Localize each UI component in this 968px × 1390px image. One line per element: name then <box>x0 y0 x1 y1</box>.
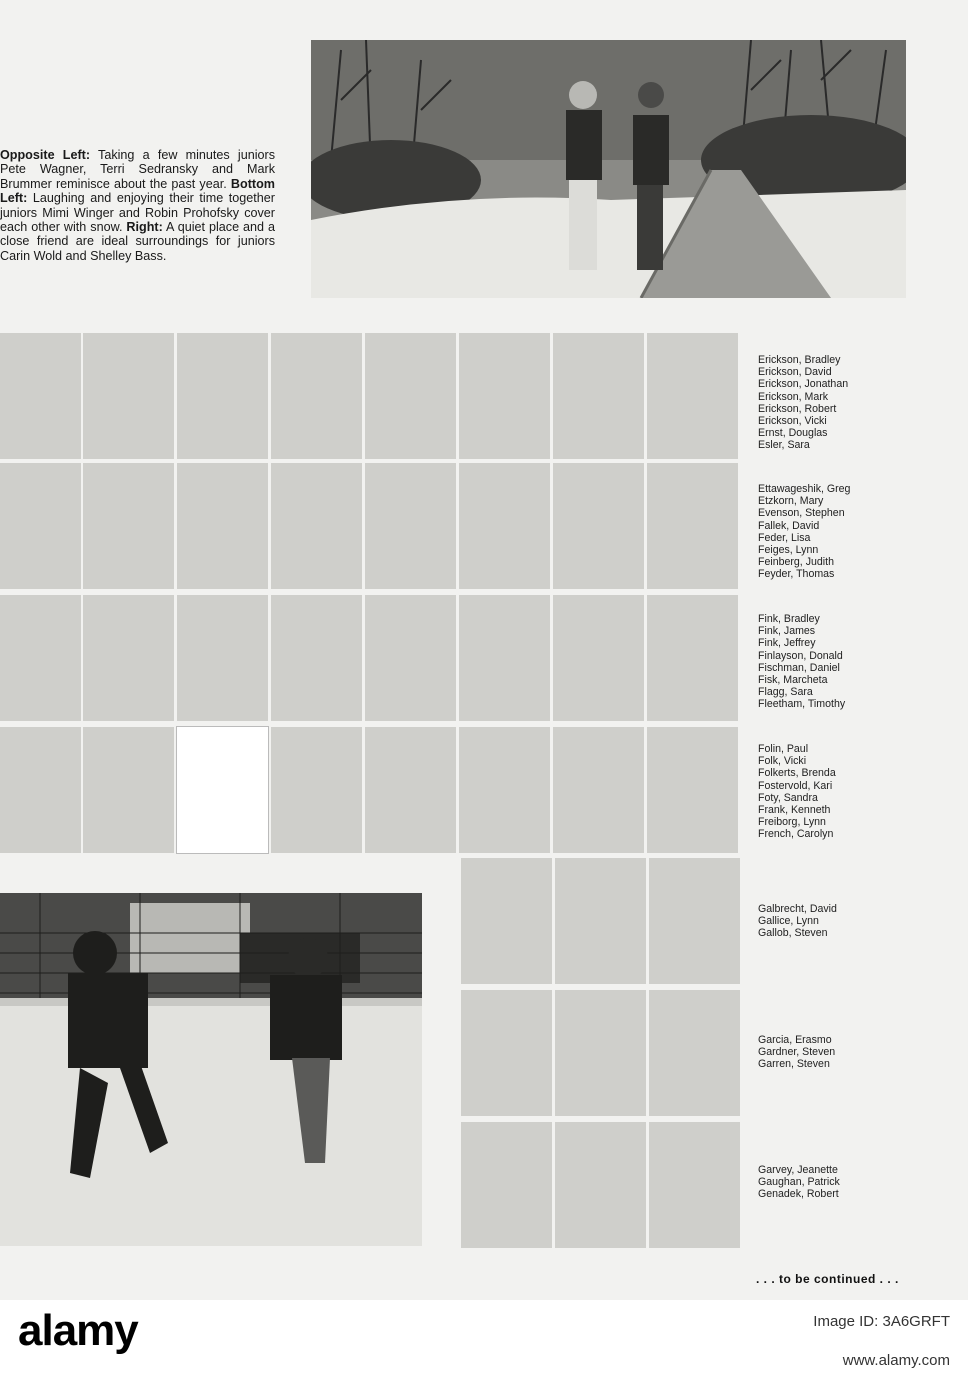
student-name: Fink, Bradley <box>758 613 820 625</box>
watermark-url: www.alamy.com <box>842 1352 950 1369</box>
student-name: Erickson, Jonathan <box>758 378 849 391</box>
student-name: Garvey, Jeanette <box>758 1164 838 1176</box>
student-name: Evenson, Stephen <box>758 507 845 520</box>
student-name: Feinberg, Judith <box>758 556 834 569</box>
name-list-row-7 <box>758 1164 840 1201</box>
student-name: French, Carolyn <box>758 828 834 841</box>
portrait <box>0 727 81 853</box>
student-name: Garcia, Erasmo <box>758 1034 832 1046</box>
student-name: Garren, Steven <box>758 1058 830 1071</box>
student-name: Finlayson, Donald <box>758 649 843 662</box>
portrait <box>647 333 738 459</box>
caption-lead-bottom-left: Bottom Left: <box>0 176 275 206</box>
student-name: Folk, Vicki <box>758 755 807 768</box>
to-be-continued: . . . to be continued . . . <box>756 1272 899 1286</box>
portrait <box>271 333 362 459</box>
portrait <box>271 727 362 853</box>
portrait-blank <box>177 727 268 853</box>
portrait <box>365 727 456 853</box>
student-name: Erickson, Vicki <box>758 415 827 428</box>
portrait <box>461 990 552 1116</box>
portrait <box>555 1122 646 1248</box>
student-name: Fink, James <box>758 625 816 638</box>
portrait <box>271 595 362 721</box>
student-name: Frank, Kenneth <box>758 804 831 817</box>
portrait <box>647 595 738 721</box>
student-name: Erickson, Bradley <box>758 354 841 366</box>
caption-text-2: Laughing and enjoying their time together juniors Mimi Winger and Robin Prohofsky cover each other with snow. <box>0 191 275 235</box>
student-name: Fischman, Daniel <box>758 661 840 674</box>
portrait <box>555 990 646 1116</box>
portrait <box>365 595 456 721</box>
portrait <box>177 333 268 459</box>
name-list-row-6 <box>758 1034 835 1071</box>
portrait <box>83 333 174 459</box>
student-name: Feder, Lisa <box>758 531 811 544</box>
student-name: Genadek, Robert <box>758 1188 839 1201</box>
student-name: Galbrecht, David <box>758 903 837 915</box>
student-name: Fallek, David <box>758 519 820 532</box>
portrait <box>0 463 81 589</box>
portrait <box>177 595 268 721</box>
image-id: Image ID: 3A6GRFT <box>813 1313 950 1330</box>
student-name: Gaughan, Patrick <box>758 1176 840 1189</box>
name-list-row-1 <box>758 354 848 452</box>
name-list-row-4 <box>758 743 836 841</box>
portrait <box>459 727 550 853</box>
student-name: Gallob, Steven <box>758 927 828 940</box>
student-name: Ettawageshik, Greg <box>758 483 851 495</box>
portrait <box>553 727 644 853</box>
portrait <box>0 595 81 721</box>
portrait <box>553 333 644 459</box>
student-name: Flagg, Sara <box>758 686 813 699</box>
portrait <box>553 463 644 589</box>
name-list-row-2 <box>758 483 850 581</box>
caption-lead-right: Right: <box>126 220 163 235</box>
student-name: Fisk, Marcheta <box>758 674 828 687</box>
student-name: Gardner, Steven <box>758 1046 836 1059</box>
portrait <box>459 595 550 721</box>
snowy-path-photo <box>311 40 906 298</box>
photo-caption <box>0 148 275 263</box>
portrait <box>459 463 550 589</box>
portrait <box>649 990 740 1116</box>
student-name: Fostervold, Kari <box>758 779 833 792</box>
portrait <box>647 463 738 589</box>
student-name: Etzkorn, Mary <box>758 495 824 508</box>
caption-lead-opposite-left: Opposite Left: <box>0 148 91 162</box>
portrait <box>0 333 81 459</box>
portrait <box>365 463 456 589</box>
caption-text-1: Taking a few minutes juniors Pete Wagner, Terri Sedransky and Mark Brummer reminisce about the past year. <box>0 148 276 191</box>
student-name: Feiges, Lynn <box>758 544 819 557</box>
portrait <box>83 463 174 589</box>
student-name: Gallice, Lynn <box>758 915 819 928</box>
student-name: Erickson, Mark <box>758 390 829 403</box>
student-name: Folin, Paul <box>758 743 809 755</box>
portrait <box>647 727 738 853</box>
student-name: Foty, Sandra <box>758 791 818 804</box>
portrait <box>461 858 552 984</box>
student-name: Freiborg, Lynn <box>758 816 826 829</box>
student-name: Fink, Jeffrey <box>758 637 816 650</box>
portrait <box>459 333 550 459</box>
portrait <box>461 1122 552 1248</box>
alamy-logo: alamy <box>18 1306 138 1355</box>
student-name: Esler, Sara <box>758 439 810 452</box>
caption-text-3: A quiet place and a close friend are ideal surroundings for juniors Carin Wold and Shelley Bass. <box>0 220 275 263</box>
student-name: Erickson, Robert <box>758 402 837 415</box>
student-name: Erickson, David <box>758 366 832 379</box>
portrait <box>649 858 740 984</box>
student-name: Folkerts, Brenda <box>758 767 836 780</box>
name-list-row-5 <box>758 903 837 940</box>
name-list-row-3 <box>758 613 845 711</box>
portrait <box>553 595 644 721</box>
student-name: Fleetham, Timothy <box>758 698 846 711</box>
student-name: Feyder, Thomas <box>758 568 835 581</box>
portrait <box>177 463 268 589</box>
portrait <box>83 727 174 853</box>
portrait <box>365 333 456 459</box>
portrait <box>83 595 174 721</box>
portrait <box>555 858 646 984</box>
snowball-photo <box>0 893 422 1246</box>
student-name: Ernst, Douglas <box>758 427 828 440</box>
portrait <box>271 463 362 589</box>
portrait <box>649 1122 740 1248</box>
